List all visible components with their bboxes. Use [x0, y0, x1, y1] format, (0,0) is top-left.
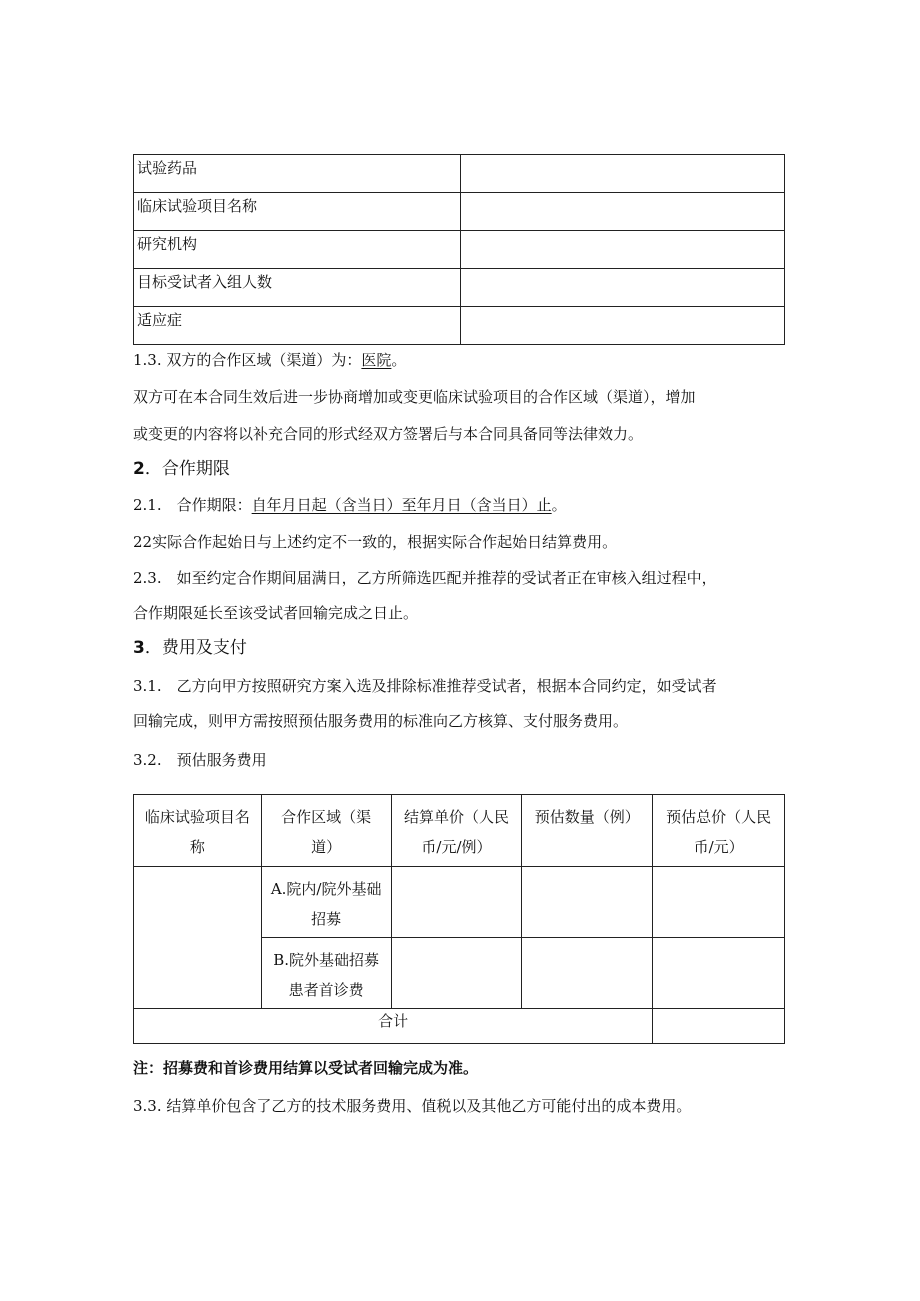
info-label-indication: 适应症 — [134, 307, 461, 345]
total-label: 合计 — [134, 1009, 653, 1044]
header-project-name — [134, 795, 262, 867]
header-line: 临床试验项目名 — [144, 808, 250, 826]
header-quantity — [522, 795, 653, 867]
info-value-indication[interactable] — [460, 307, 785, 345]
header-line: 结算单价（人民 — [403, 808, 509, 826]
section-heading-3 — [133, 637, 247, 659]
section-heading-2 — [133, 458, 230, 480]
clause-1-3 — [133, 350, 406, 370]
table-row — [134, 867, 785, 938]
header-line: 道） — [311, 838, 342, 856]
table-total-row — [134, 1009, 785, 1044]
clause-2-1-suffix: 。 — [551, 496, 567, 514]
paragraph-line: 双方可在本合同生效后进一步协商增加或变更临床试验项目的合作区域（渠道），增加 — [133, 388, 696, 406]
clause-3-1-line: 3.1. 乙方向甲方按照研究方案入选及排除标准推荐受试者，根据本合同约定，如受试者 — [133, 677, 717, 695]
region-line: A.院内/院外基础 — [270, 880, 382, 898]
clause-2-2: 22实际合作起始日与上述约定不一致的，根据实际合作起始日结算费用。 — [133, 533, 618, 551]
header-line: 称 — [189, 838, 205, 856]
clause-1-3-suffix: 。 — [391, 351, 407, 369]
info-label-drug: 试验药品 — [134, 155, 461, 193]
info-table — [133, 154, 785, 345]
info-label-enrollment: 目标受试者入组人数 — [134, 269, 461, 307]
cell-total[interactable] — [653, 938, 785, 1009]
table-row — [134, 193, 785, 231]
info-value-project-name[interactable] — [460, 193, 785, 231]
fee-table — [133, 794, 785, 1044]
clause-1-3-prefix: 1.3. 双方的合作区域（渠道）为： — [133, 351, 362, 369]
clause-1-3-value: 医院 — [361, 351, 392, 369]
header-region — [261, 795, 391, 867]
region-line: B.院外基础招募 — [273, 951, 380, 969]
total-value[interactable] — [653, 1009, 785, 1044]
region-line: 招募 — [311, 910, 342, 928]
fee-note: 注：招募费和首诊费用结算以受试者回输完成为准。 — [133, 1059, 479, 1077]
clause-3-1-line: 回输完成，则甲方需按照预估服务费用的标准向乙方核算、支付服务费用。 — [133, 712, 629, 730]
info-label-institution: 研究机构 — [134, 231, 461, 269]
table-header-row — [134, 795, 785, 867]
cell-quantity[interactable] — [522, 938, 653, 1009]
clause-3-2: 3.2. 预估服务费用 — [133, 751, 267, 769]
clause-2-1 — [133, 495, 567, 515]
cell-total[interactable] — [653, 867, 785, 938]
clause-2-1-value: 自年月日起（含当日）至年月日（含当日）止 — [251, 496, 552, 514]
header-line: 合作区域（渠 — [281, 808, 372, 826]
clause-2-3-line: 2.3. 如至约定合作期间届满日，乙方所筛选匹配并推荐的受试者正在审核入组过程中， — [133, 569, 717, 587]
table-row — [134, 231, 785, 269]
cell-region — [261, 867, 391, 938]
cell-project-name[interactable] — [134, 867, 262, 1009]
table-row — [134, 269, 785, 307]
section-number: 2 — [133, 459, 145, 479]
section-title: ．费用及支付 — [144, 638, 247, 658]
header-line: 币/元） — [693, 838, 744, 856]
cell-quantity[interactable] — [522, 867, 653, 938]
table-row — [134, 307, 785, 345]
header-total — [653, 795, 785, 867]
info-value-enrollment[interactable] — [460, 269, 785, 307]
header-line: 预估总价（人民 — [666, 808, 772, 826]
cell-unit-price[interactable] — [391, 867, 522, 938]
info-value-institution[interactable] — [460, 231, 785, 269]
clause-2-1-prefix: 2.1. 合作期限： — [133, 496, 252, 514]
region-line: 患者首诊费 — [288, 981, 364, 999]
header-unit-price — [391, 795, 522, 867]
clause-2-3-line: 合作期限延长至该受试者回输完成之日止。 — [133, 604, 419, 622]
section-title: ．合作期限 — [144, 459, 230, 479]
section-number: 3 — [133, 638, 145, 658]
header-line: 币/元/例） — [421, 838, 492, 856]
paragraph-line: 或变更的内容将以补充合同的形式经双方签署后与本合同具备同等法律效力。 — [133, 425, 644, 443]
info-label-project-name: 临床试验项目名称 — [134, 193, 461, 231]
cell-region — [261, 938, 391, 1009]
cell-unit-price[interactable] — [391, 938, 522, 1009]
table-row — [134, 155, 785, 193]
clause-3-3: 3.3. 结算单价包含了乙方的技术服务费用、值税以及其他乙方可能付出的成本费用。 — [133, 1097, 692, 1115]
header-line: 预估数量（例） — [534, 808, 640, 826]
info-value-drug[interactable] — [460, 155, 785, 193]
